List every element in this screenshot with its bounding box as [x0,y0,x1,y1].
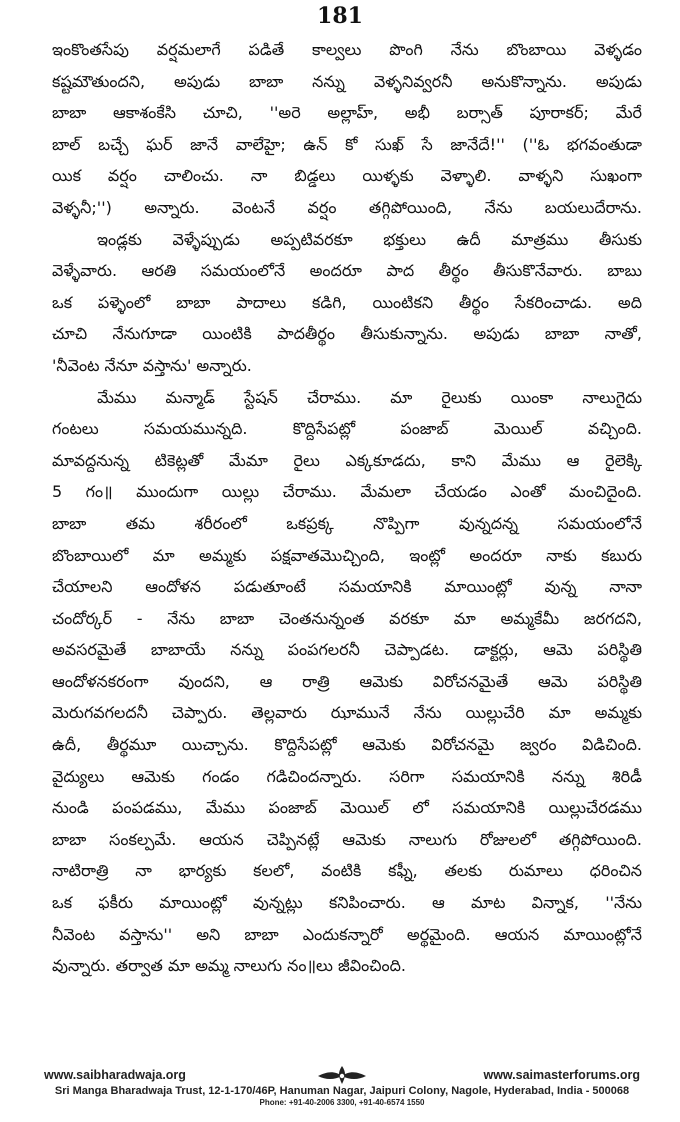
text-line: బాల్ బచ్చే ఘర్ జానే వాలేహై; ఉన్ కో సుఖ్ సే జానేదే!'' (''ఓ భగవంతుడా [52,134,642,154]
text-line: వైద్యులు ఆమెకు గండం గడిచిందన్నారు. సరిగా సమయానికి నన్ను శిరిడీ [52,766,642,786]
text-line: ఒక ఫకీరు మాయింట్లో వున్నట్లు కనిపించారు. ఆ మాట విన్నాక, ''నేను [52,893,642,913]
text-line: ఇండ్లకు వెళ్ళేప్పుడు అప్పటివరకూ భక్తులు ఉదీ మాత్రము తీసుకు [97,229,642,249]
text-line: ఆందోళనకరంగా వుందని, ఆ రాత్రి ఆమెకు విరోచనమైతే ఆమె పరిస్థితి [52,671,642,691]
text-line: బొంబాయిలో మా అమ్మకు పక్షవాతమొచ్చింది, ఇంట్లో అందరూ నాకు కబురు [52,545,642,565]
text-line: చేయాలని ఆందోళన పడుతూంటే సమయానికి మాయింట్లో వున్న నానా [52,577,642,597]
text-line: ఒక పళ్ళెంలో బాబా పాదాలు కడిగి, యింటికని తీర్థం సేకరించాడు. అది [52,292,642,312]
text-line: గంటలు సమయమున్నది. కొద్దిసేపట్లో పంజాబ్ మెయిల్ వచ్చింది. [52,419,642,439]
website-link-right[interactable]: www.saimasterforums.org [483,1068,640,1082]
text-line: నీవెంట వస్తాను'' అని బాబా ఎందుకన్నారో అర్థమైంది. ఆయన మాయింట్లోనే [52,924,642,944]
text-line: బాబా ఆకాశంకేసి చూచి, ''అరె అల్లాహ్, అభీ బర్సాత్ పూరాకర్; మేరే [52,103,642,123]
website-link-left[interactable]: www.saibharadwaja.org [44,1068,186,1082]
text-line: చూచి నేనుగూడా యింటికి పాదతీర్థం తీసుకున్నాను. అపుడు బాబా నాతో, [52,324,642,344]
text-line: నుండి పంపడము, మేము పంజాబ్ మెయిల్ లో సమయానికి యిల్లుచేరడము [52,798,642,818]
text-line: వెళ్ళనీ;'') అన్నారు. వెంటనే వర్షం తగ్గిపోయింది, నేను బయలుదేరాను. [52,197,642,217]
trust-address: Sri Manga Bharadwaja Trust, 12-1-170/46P, Hanuman Nagar, Jaipuri Colony, Nagole, Hyderabad, India - 500068 [54,1085,630,1097]
footer [44,1068,640,1107]
phone-numbers: Phone: +91-40-2006 3300, +91-40-6574 1550 [259,1098,425,1107]
text-line: మేము మన్మాడ్ స్టేషన్ చేరాము. మా రైలుకు యింకా నాలుగైదు [97,387,642,407]
floral-ornament-icon [314,1064,370,1086]
footer-links [44,1068,640,1084]
body-text [52,34,642,982]
text-line: 'నీవెంట నేనూ వస్తాను' అన్నారు. [52,355,252,375]
text-line: 5 గం॥ ముందుగా యిల్లు చేరాము. మేమలా చేయడం ఎంతో మంచిదైంది. [52,482,642,502]
page-number: 181 [317,3,363,29]
text-line: మావద్దనున్న టికెట్లతో మేమా రైలు ఎక్కకూడదు, కాని మేము ఆ రైలెక్కి [52,450,642,470]
text-line: నాటిరాత్రి నా భార్యకు కలలో, వంటికి కఫ్నీ, తలకు రుమాలు ధరించిన [52,861,642,881]
text-line: చందోర్కర్ - నేను బాబా చెంతనున్నంత వరకూ మా అమ్మకేమీ జరగదని, [52,608,642,628]
text-line: బాబా సంకల్పమే. ఆయన చెప్పినట్లే ఆమెకు నాలుగు రోజులలో తగ్గిపోయింది. [52,829,642,849]
text-line: యిక వర్షం చాలించు. నా బిడ్డలు యిళ్ళకు వెళ్ళాలి. వాళ్ళని సుఖంగా [52,166,642,186]
text-line: ఇంకొంతసేపు వర్షమలాగే పడితే కాల్వలు పొంగి నేను బొంబాయి వెళ్ళడం [52,40,642,59]
text-line: కష్టమౌతుందని, అపుడు బాబా నన్ను వెళ్ళనివ్వరనీ అనుకొన్నాను. అపుడు [52,71,642,91]
text-line: అవసరమైతే బాబాయే నన్ను పంపగలరనీ చెప్పాడట. డాక్టర్లు, ఆమె పరిస్థితి [52,640,642,660]
text-line: వెళ్ళేవారు. ఆరతి సమయంలోనే అందరూ పాద తీర్థం తీసుకొనేవారు. బాబు [52,261,642,281]
text-line: బాబా తమ శరీరంలో ఒకప్రక్క నొప్పిగా వున్నదన్న సమయంలోనే [52,513,642,533]
text-line: ఉదీ, తీర్థమూ యిచ్చాను. కొద్దిసేపట్లో ఆమెకు విరోచనమై జ్వరం విడిచింది. [52,735,642,755]
text-line: వున్నారు. తర్వాత మా అమ్మ నాలుగు నం॥లు జీవించింది. [52,956,406,976]
text-line: మెరుగవగలదనీ చెప్పారు. తెల్లవారు ఝామునే నేను యిల్లుచేరి మా అమ్మకు [52,703,642,723]
